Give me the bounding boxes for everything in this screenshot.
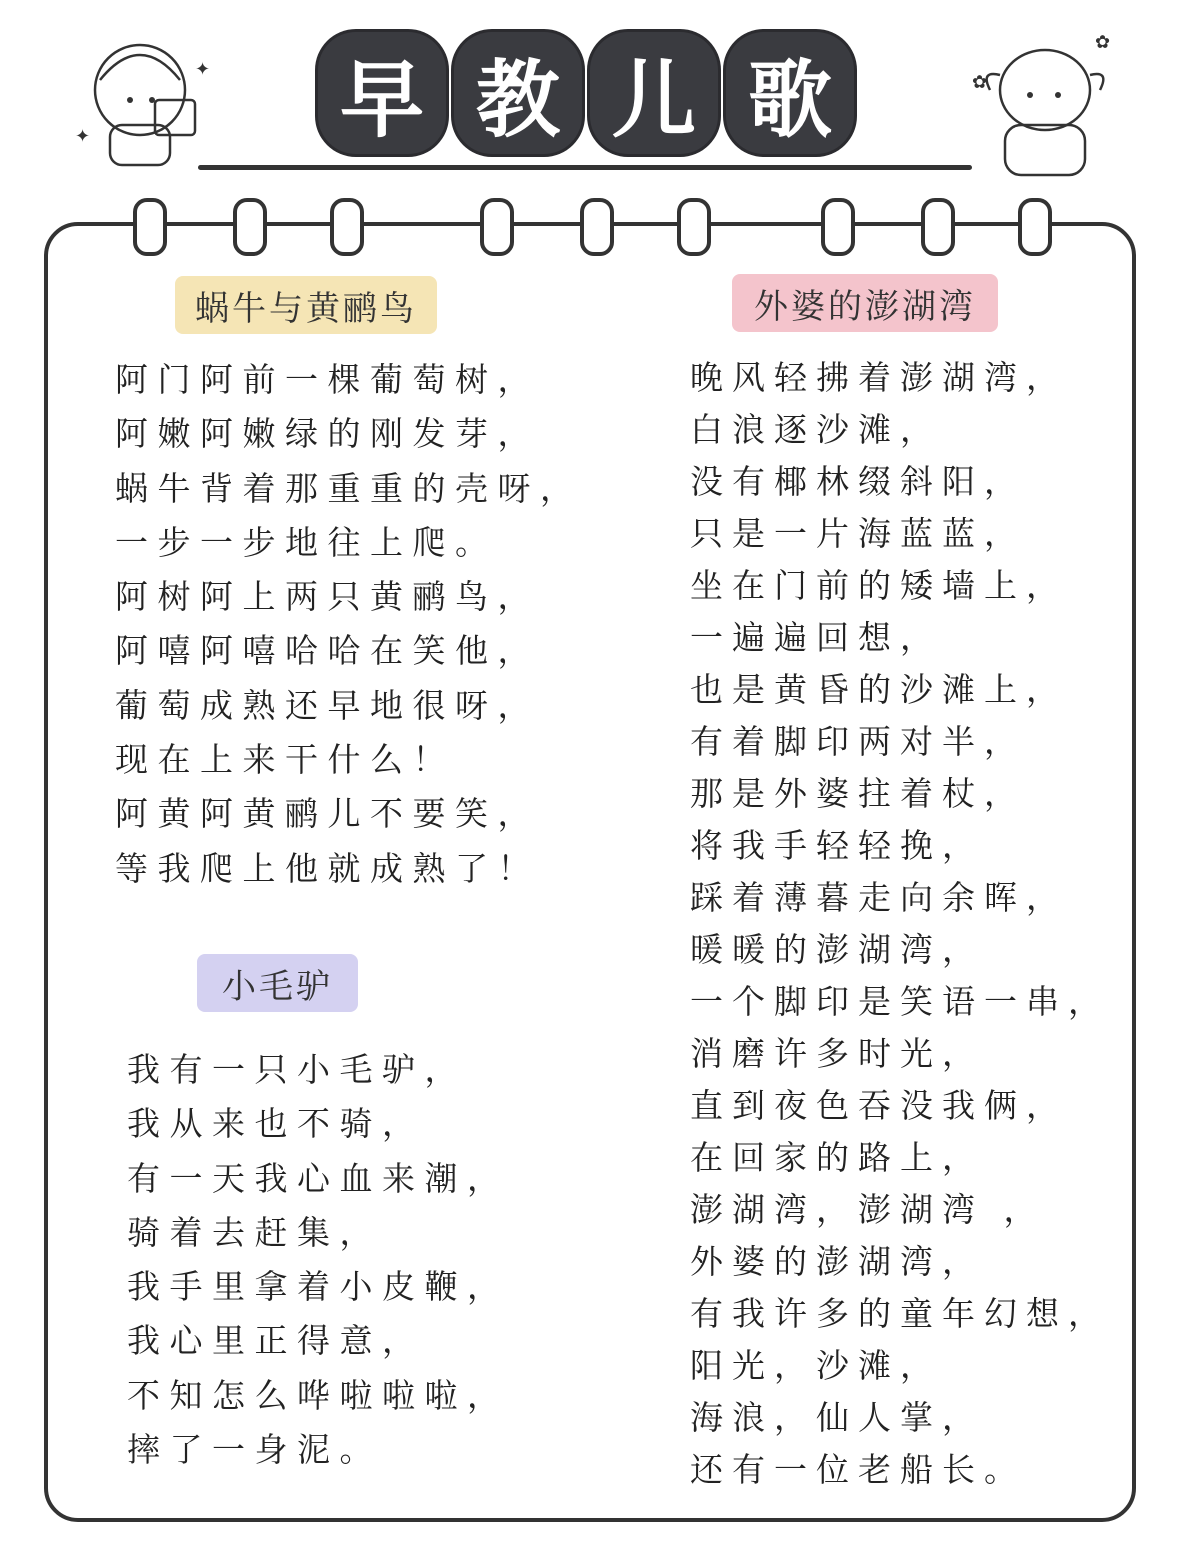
poem-line: 骑着去赶集， (127, 1212, 382, 1252)
binder-ring (921, 198, 955, 256)
title-char: 歌 (726, 32, 854, 154)
poem-line: 我从来也不骑， (127, 1104, 425, 1144)
poem-line: 阿嘻阿嘻哈哈在笑他， (115, 631, 540, 671)
svg-text:✦: ✦ (195, 59, 211, 80)
poem-line: 阿黄阿黄鹂儿不要笑， (115, 794, 540, 834)
svg-text:✦: ✦ (75, 126, 91, 147)
binder-ring (233, 198, 267, 256)
poem-line: 有一天我心血来潮， (127, 1158, 510, 1198)
poem-title-penghu: 外婆的澎湖湾 (732, 274, 998, 332)
poem-snail-body (115, 353, 583, 896)
poem-line: 葡萄成熟还早地很呀， (115, 685, 540, 725)
poem-line: 没有椰林缀斜阳， (690, 462, 1026, 501)
svg-text:✿: ✿ (972, 72, 988, 93)
poem-line: 在回家的路上， (690, 1138, 984, 1177)
binder-ring (133, 198, 167, 256)
poem-line: 将我手轻轻挽， (690, 826, 984, 865)
sheep-illustration (970, 30, 1120, 180)
poem-line: 暖暖的澎湖湾， (690, 930, 984, 969)
poem-line: 消磨许多时光， (690, 1034, 984, 1073)
poem-line: 有我许多的童年幻想， (690, 1294, 1110, 1333)
binder-ring (580, 198, 614, 256)
poem-line: 蜗牛背着那重重的壳呀， (115, 468, 583, 508)
poem-line: 阿嫩阿嫩绿的刚发芽， (115, 414, 540, 454)
poem-line: 等我爬上他就成熟了！ (115, 848, 540, 888)
poem-line: 坐在门前的矮墙上， (690, 566, 1068, 605)
svg-text:✿: ✿ (1095, 32, 1111, 53)
binder-ring (677, 198, 711, 256)
poem-title-snail: 蜗牛与黄鹂鸟 (175, 276, 437, 334)
poem-line: 外婆的澎湖湾， (690, 1242, 984, 1281)
poem-line: 我心里正得意， (127, 1321, 425, 1361)
poem-line: 我手里拿着小皮鞭， (127, 1267, 510, 1307)
title-char: 教 (454, 32, 582, 154)
poem-line: 晚风轻拂着澎湖湾， (690, 358, 1068, 397)
poem-penghu-body (690, 352, 1110, 1496)
poem-title-donkey: 小毛驴 (197, 954, 358, 1012)
poem-line: 摔了一身泥。 (127, 1430, 382, 1470)
girl-reading-illustration (70, 30, 220, 170)
title-char: 儿 (590, 32, 718, 154)
poem-line: 还有一位老船长。 (690, 1450, 1026, 1489)
poem-line: 我有一只小毛驴， (127, 1050, 467, 1089)
poem-line: 白浪逐沙滩， (690, 410, 942, 449)
poem-line: 澎湖湾，澎湖湾 ， (690, 1190, 1046, 1229)
poem-line: 踩着薄暮走向余晖， (690, 878, 1068, 917)
poem-line: 一步一步地往上爬。 (115, 522, 498, 562)
poem-line: 一遍遍回想， (690, 618, 942, 657)
poem-line: 只是一片海蓝蓝， (690, 514, 1026, 553)
poem-line: 一个脚印是笑语一串， (690, 982, 1110, 1021)
poem-line: 不知怎么哗啦啦啦， (127, 1375, 510, 1415)
binder-ring (821, 198, 855, 256)
poem-line: 那是外婆拄着杖， (690, 774, 1026, 813)
poem-line: 阿门阿前一棵葡萄树， (115, 360, 540, 399)
page-title (318, 32, 854, 154)
binder-ring (1018, 198, 1052, 256)
poem-line: 阳光，沙滩， (690, 1346, 942, 1385)
binder-ring (330, 198, 364, 256)
poem-line: 也是黄昏的沙滩上， (690, 670, 1068, 709)
poem-line: 有着脚印两对半， (690, 722, 1026, 761)
poem-line: 现在上来干什么！ (115, 740, 455, 780)
poem-line: 阿树阿上两只黄鹂鸟， (115, 577, 540, 617)
title-char: 早 (318, 32, 446, 154)
binder-ring (480, 198, 514, 256)
poem-line: 海浪，仙人掌， (690, 1398, 984, 1437)
title-underline (198, 165, 972, 170)
poem-donkey-body (127, 1043, 510, 1477)
poem-line: 直到夜色吞没我俩， (690, 1086, 1068, 1125)
